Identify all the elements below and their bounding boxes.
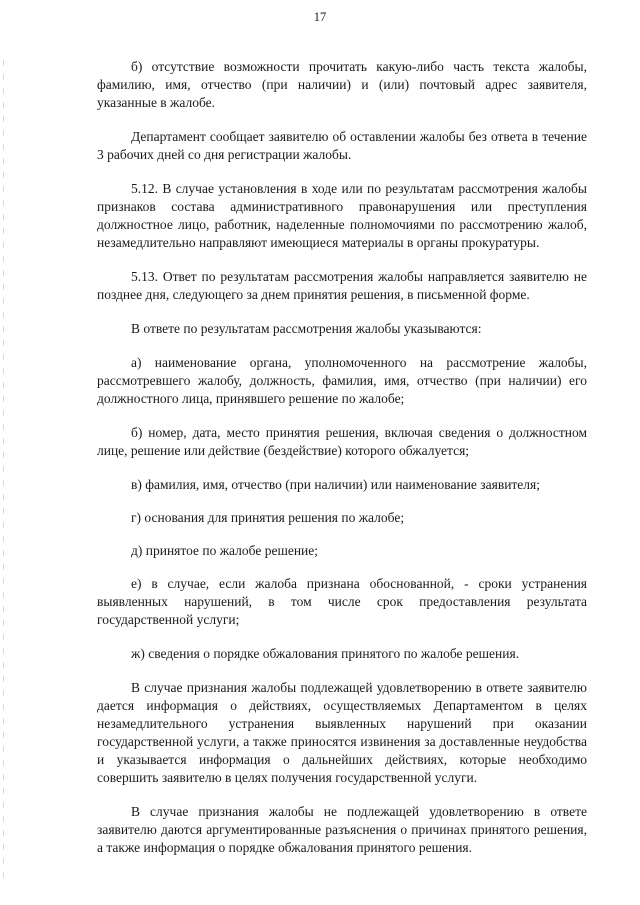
document-body — [97, 58, 587, 857]
paragraph-answer-contents-intro: В ответе по результатам рассмотрения жалобы указываются: — [131, 321, 482, 336]
paragraph-b-illegible-text: б) отсутствие возможности прочитать какую-либо часть текста жалобы, фамилию, имя, отчество (при наличии) и (или) почтовый адрес заявителя, указанные в жалобе. — [97, 59, 587, 110]
paragraph-complaint-rejected: В случае признания жалобы не подлежащей удовлетворению в ответе заявителю даются аргументированные разъяснения о причинах принятого решения, а также информация о порядке обжалования принятого решения. — [97, 804, 587, 855]
list-item-b: б) номер, дата, место принятия решения, включая сведения о должностном лице, решение или действие (бездействие) которого обжалуется; — [97, 425, 587, 458]
paragraph-department-notice: Департамент сообщает заявителю об оставлении жалобы без ответа в течение 3 рабочих дней со дня регистрации жалобы. — [97, 129, 587, 162]
scan-margin-line — [3, 60, 4, 880]
page-number: 17 — [313, 10, 327, 24]
list-item-v: в) фамилия, имя, отчество (при наличии) или наименование заявителя; — [131, 477, 541, 492]
list-item-g: г) основания для принятия решения по жалобе; — [131, 510, 405, 525]
list-item-e: е) в случае, если жалоба признана обоснованной, - сроки устранения выявленных нарушений, в том числе срок предоставления результата государственной услуги; — [97, 576, 587, 627]
list-item-zh: ж) сведения о порядке обжалования принятого по жалобе решения. — [131, 646, 520, 661]
list-item-a: а) наименование органа, уполномоченного на рассмотрение жалобы, рассмотревшего жалобу, должность, фамилия, имя, отчество (при наличии) его должностного лица, принявшего решение по жалобе; — [97, 355, 587, 406]
paragraph-5-12: 5.12. В случае установления в ходе или по результатам рассмотрения жалобы признаков состава административного правонарушения или преступления должностное лицо, работник, наделенные полномочиями по рассмотрению жалоб, незамедлительно направляют имеющиеся материалы в органы прокуратуры. — [97, 181, 587, 250]
paragraph-complaint-satisfied: В случае признания жалобы подлежащей удовлетворению в ответе заявителю дается информация о действиях, осуществляемых Департаментом в целях незамедлительного устранения выявленных нарушений при оказании государственной услуги, а также приносятся извинения за доставленные неудобства и указывается информация о дальнейших действиях, которые необходимо совершить заявителю в целях получения государственной услуги. — [97, 680, 587, 785]
paragraph-5-13: 5.13. Ответ по результатам рассмотрения жалобы направляется заявителю не позднее дня, следующего за днем принятия решения, в письменной форме. — [97, 269, 587, 302]
list-item-d: д) принятое по жалобе решение; — [131, 543, 319, 558]
